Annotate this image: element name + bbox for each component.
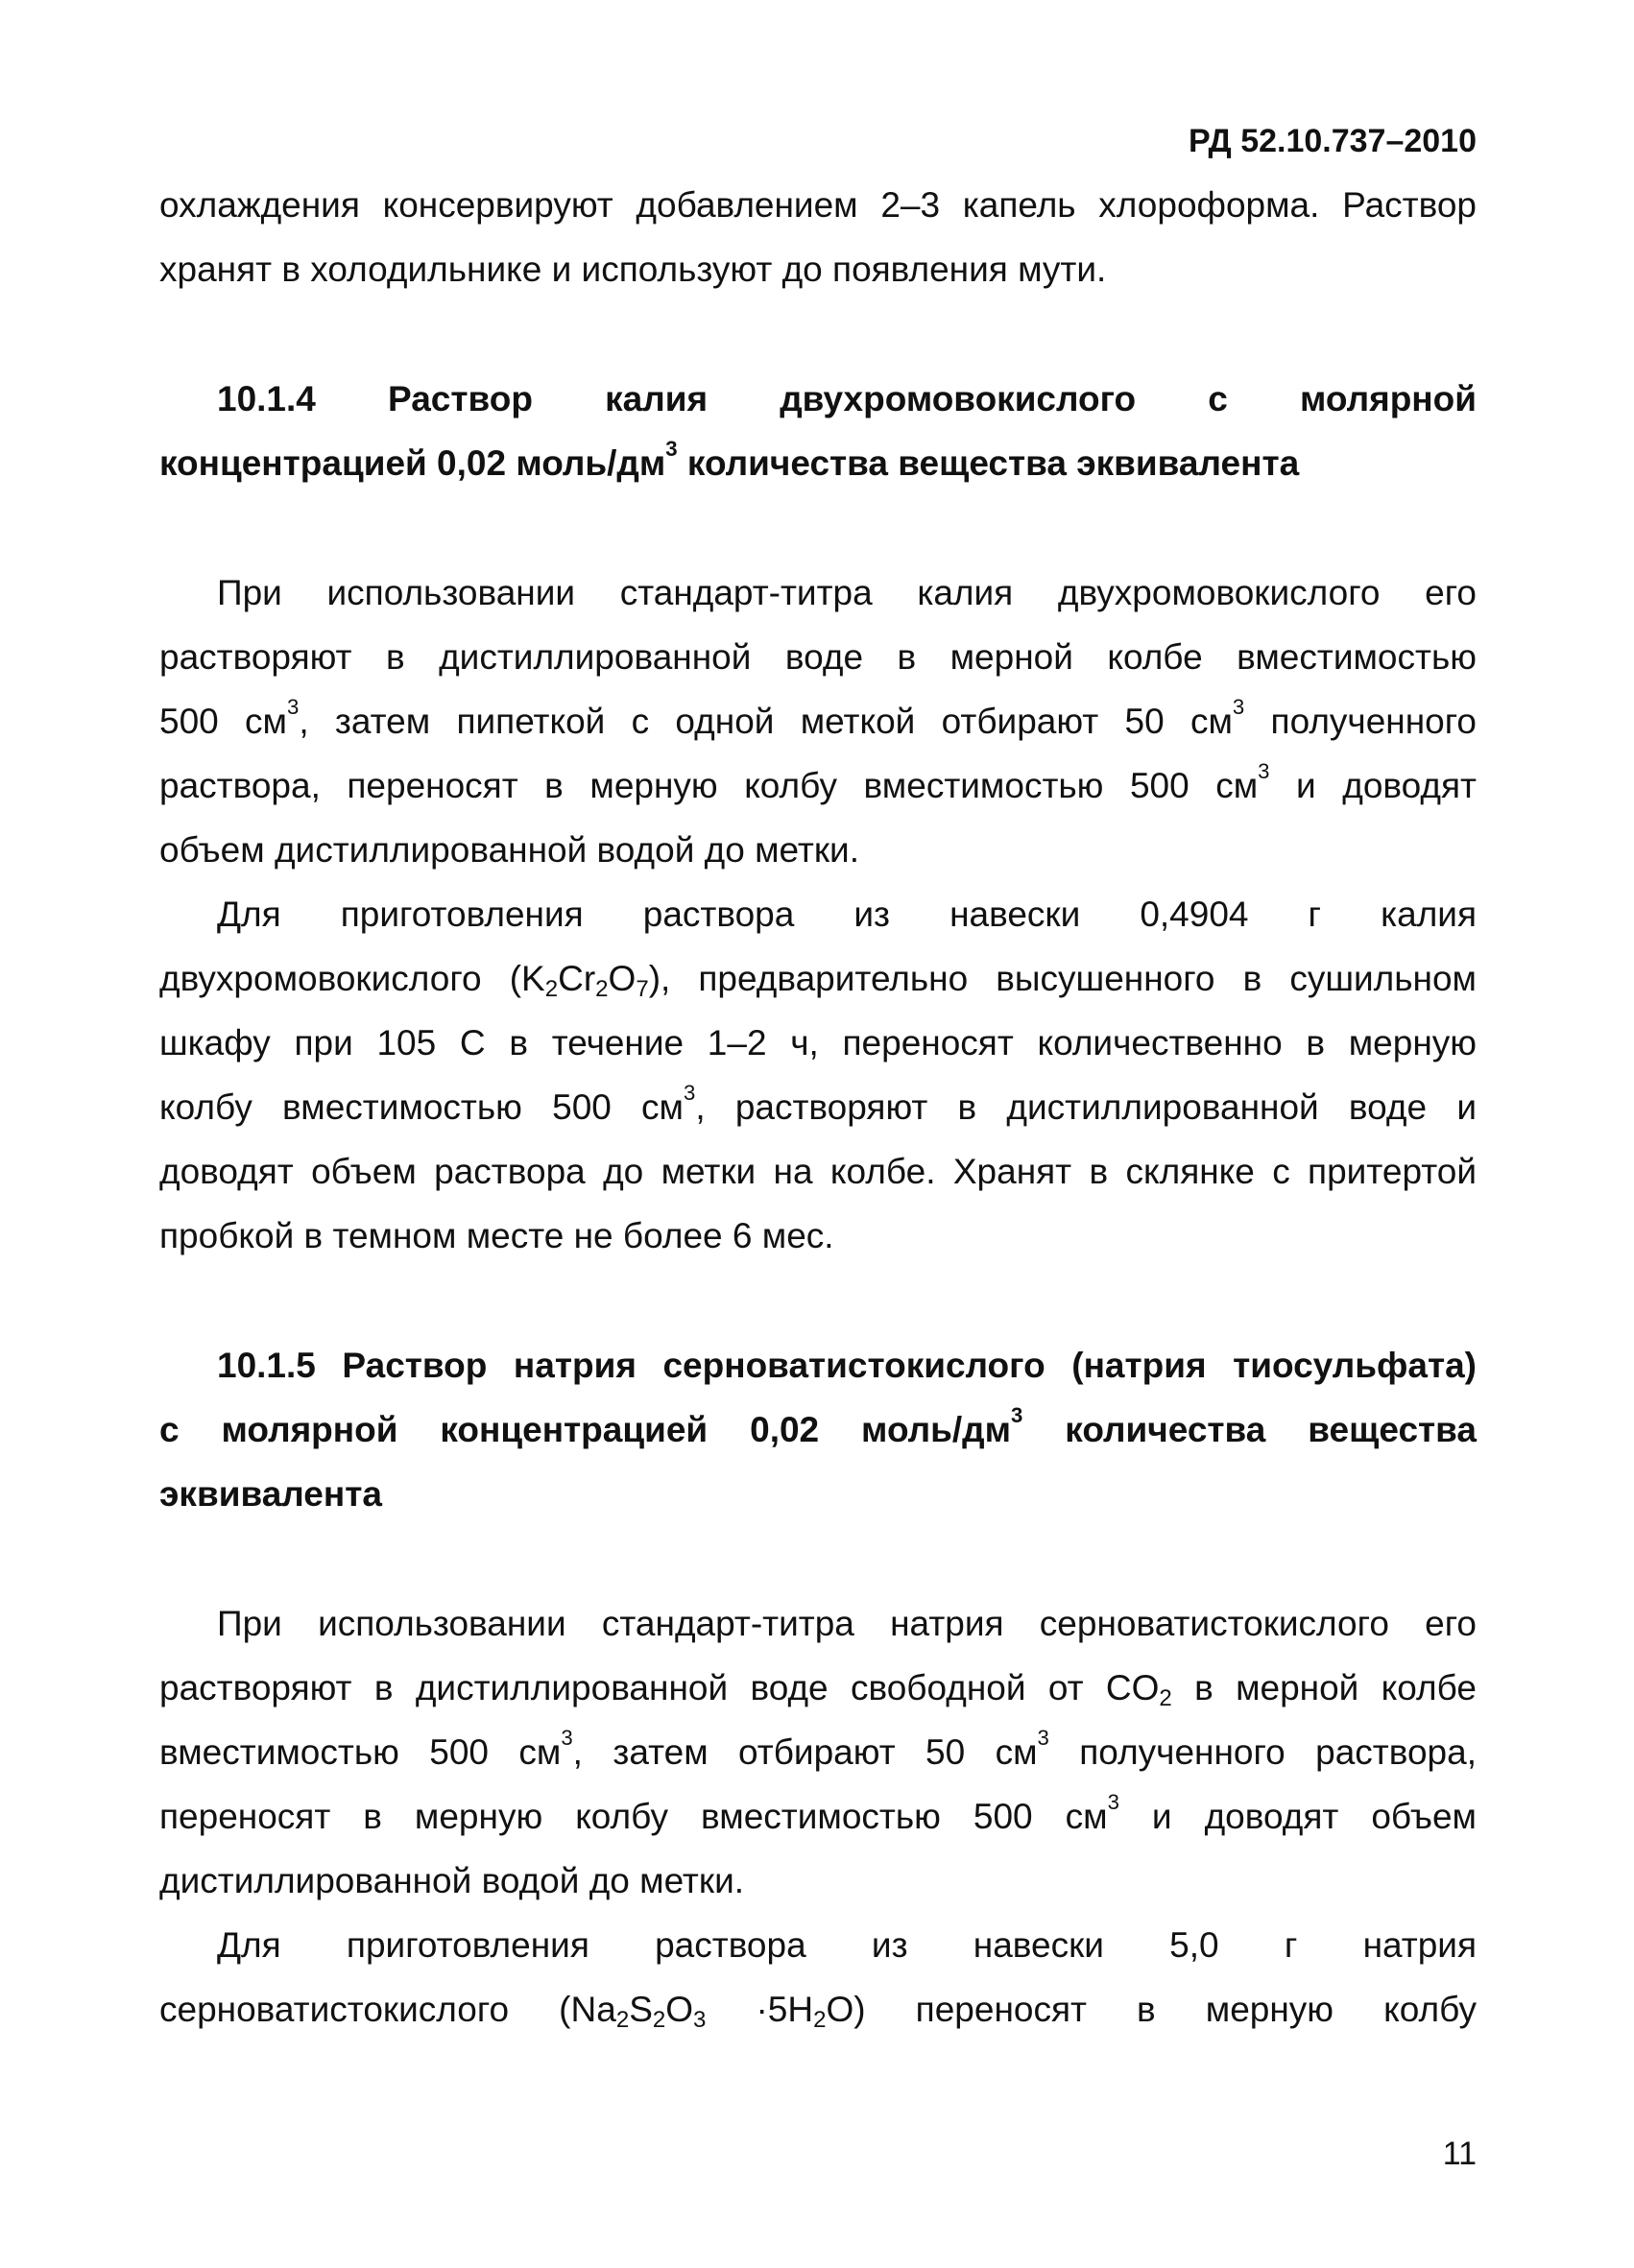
heading-line: с молярной концентрацией 0,02 моль/$дм^3$ количества вещества <box>159 1403 1477 1449</box>
text-line: раствора, переносят в мерную колбу вместимостью 500 $см^3$ и доводят <box>159 759 1477 805</box>
page-number: 11 <box>1442 2136 1477 2172</box>
section-heading-10-1-4 <box>159 367 1477 495</box>
heading-line: концентрацией 0,02 моль/$дм^3$ количества вещества эквивалента <box>159 437 1300 483</box>
text-line: доводят объем раствора до метки на колбе. Хранят в склянке с притертой <box>159 1152 1477 1191</box>
heading-line: эквивалента <box>159 1474 382 1514</box>
formula-na2s2o3-5h2o: $Na_2S_2O_3 \cdot 5H_2O$ <box>570 1990 854 2033</box>
text-line: При использовании стандарт-титра натрия серноватистокислого его <box>217 1604 1477 1643</box>
continued-paragraph <box>159 173 1477 301</box>
document-code: РД 52.10.737–2010 <box>1188 123 1477 159</box>
paragraph-standard-titre-dichromate <box>159 561 1477 882</box>
text-line: двухромовокислого $(K_2Cr_2O_7)$, предварительно высушенного в сушильном <box>159 959 1477 1002</box>
text-line: шкафу при 105 С в течение 1–2 ч, переносят количественно в мерную <box>159 1023 1477 1062</box>
text-line: хранят в холодильнике и используют до появления мути. <box>159 250 1107 289</box>
paragraph-dichromate-preparation <box>159 882 1477 1268</box>
text-line: вместимостью 500 $см^3$, затем отбирают 50 $см^3$ полученного раствора, <box>159 1726 1477 1772</box>
text-line: охлаждения консервируют добавлением 2–3 капель хлороформа. Раствор <box>159 185 1477 225</box>
paragraph-thiosulfate-preparation <box>159 1913 1477 2041</box>
formula-co2: $CO_2$ <box>1105 1668 1172 1711</box>
heading-line: 10.1.4 Раствор калия двухромовокислого с молярной <box>217 379 1477 418</box>
formula-k2cr2o7: $K_2Cr_2O_7$ <box>521 959 649 1002</box>
text-line: пробкой в темном месте не более 6 мес. <box>159 1216 834 1255</box>
heading-line: 10.1.5 Раствор натрия серноватистокислого (натрия тиосульфата) <box>217 1346 1477 1385</box>
text-line: 500 $см^3$, затем пипеткой с одной меткой отбирают 50 $см^3$ полученного <box>159 695 1477 741</box>
text-line: Для приготовления раствора из навески 0,4904 г калия <box>217 895 1477 934</box>
text-line: объем дистиллированной водой до метки. <box>159 830 859 870</box>
text-line: серноватистокислого $(Na_2S_2O_3 \cdot 5H_2O)$ переносят в мерную колбу <box>159 1990 1477 2033</box>
text-line: растворяют в дистиллированной воде свободной от $CO_2$ в мерной колбе <box>159 1668 1477 1711</box>
text-line: растворяют в дистиллированной воде в мерной колбе вместимостью <box>159 637 1477 677</box>
paragraph-standard-titre-thiosulfate <box>159 1591 1477 1913</box>
text-line: колбу вместимостью 500 $см^3$, растворяют в дистиллированной воде и <box>159 1081 1477 1127</box>
section-heading-10-1-5 <box>159 1333 1477 1526</box>
text-line: При использовании стандарт-титра калия двухромовокислого его <box>217 573 1477 612</box>
text-line: дистиллированной водой до метки. <box>159 1861 745 1900</box>
text-line: Для приготовления раствора из навески 5,0 г натрия <box>217 1925 1477 1965</box>
page-body <box>159 173 1477 2041</box>
text-line: переносят в мерную колбу вместимостью 500 $см^3$ и доводят объем <box>159 1790 1477 1836</box>
